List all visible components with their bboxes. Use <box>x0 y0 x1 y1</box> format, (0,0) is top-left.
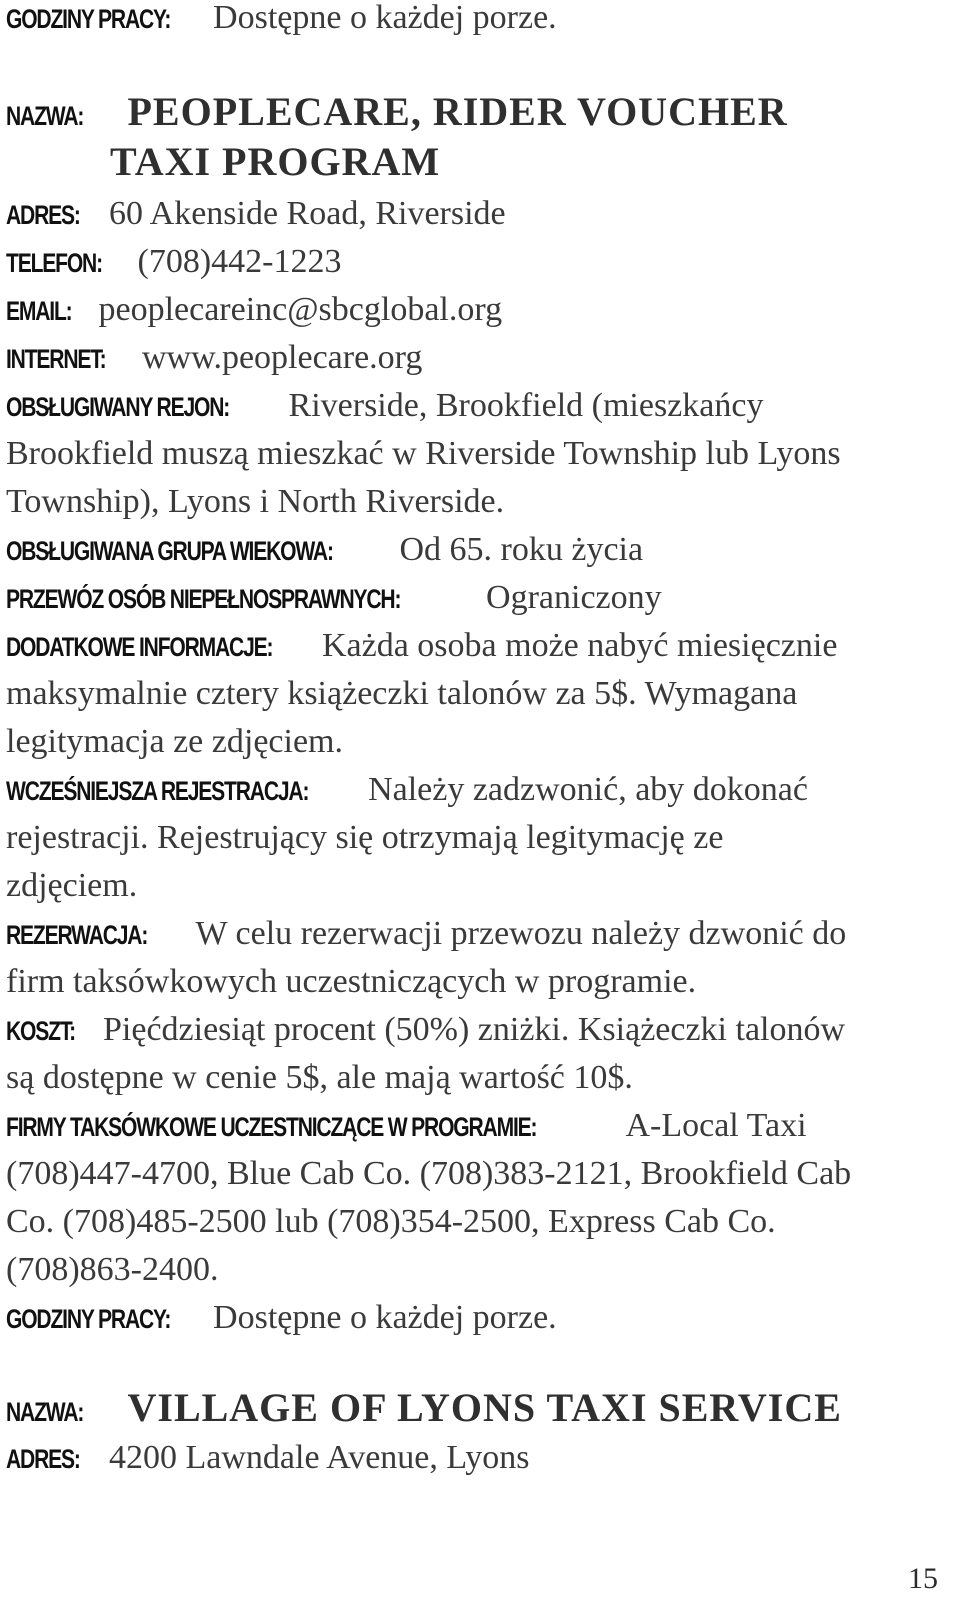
phone-label: TELEFON: <box>6 248 102 278</box>
hours-value: Dostępne o każdej porze. <box>213 0 557 36</box>
entry2-name-label: NAZWA: <box>6 1397 84 1427</box>
disabled-line <box>6 574 662 623</box>
cost-line1 <box>6 1006 845 1055</box>
internet-label: INTERNET: <box>6 344 106 374</box>
entry1-name-line2 <box>6 138 440 189</box>
email-line <box>6 286 502 335</box>
entry2-address-line <box>6 1434 530 1483</box>
prereg-label: WCZEŚNIEJSZA REJESTRACJA: <box>6 776 309 806</box>
region-line2: Brookfield muszą mieszkać w Riverside Township lub Lyons <box>6 435 841 472</box>
address-label: ADRES: <box>6 200 80 230</box>
companies-line4: (708)863-2400. <box>6 1251 219 1288</box>
phone-value: (708)442-1223 <box>137 243 342 280</box>
companies-label: FIRMY TAKSÓWKOWE UCZESTNICZĄCE W PROGRAMIE: <box>6 1112 537 1142</box>
region-value: Riverside, Brookfield (mieszkańcy <box>288 387 764 424</box>
name-label: NAZWA: <box>6 101 84 131</box>
reservation-line2: firm taksówkowych uczestniczących w programie. <box>6 963 697 1000</box>
prereg-value: Należy zadzwonić, aby dokonać <box>368 771 808 808</box>
entry1-hours-label: GODZINY PRACY: <box>6 1304 171 1334</box>
entry1-name-line1 <box>6 88 788 140</box>
extra-line2: maksymalnie cztery książeczki talonów za 5$. Wymagana <box>6 675 798 712</box>
prereg-line2: rejestracji. Rejestrujący się otrzymają legitymację ze <box>6 819 724 856</box>
entry2-name-line <box>6 1384 842 1436</box>
entry1-name-cont: TAXI PROGRAM <box>110 139 441 184</box>
companies-value: A-Local Taxi <box>625 1107 807 1144</box>
extra-line1 <box>6 622 837 671</box>
region-line3: Township), Lyons i North Riverside. <box>6 483 505 520</box>
prereg-line3: zdjęciem. <box>6 867 138 904</box>
extra-line3: legitymacja ze zdjęciem. <box>6 723 343 760</box>
region-line1 <box>6 382 763 431</box>
entry2-address-label: ADRES: <box>6 1444 80 1474</box>
email-label: EMAIL: <box>6 296 72 326</box>
page-number: 15 <box>908 1562 938 1595</box>
hours-line-top <box>6 0 557 43</box>
extra-label: DODATKOWE INFORMACJE: <box>6 632 273 662</box>
entry1-hours-line <box>6 1294 557 1343</box>
region-label: OBSŁUGIWANY REJON: <box>6 392 230 422</box>
hours-label: GODZINY PRACY: <box>6 4 171 34</box>
age-label: OBSŁUGIWANA GRUPA WIEKOWA: <box>6 536 333 566</box>
address-line <box>6 190 506 239</box>
address-value: 60 Akenside Road, Riverside <box>109 195 506 232</box>
companies-line1 <box>6 1102 807 1151</box>
prereg-line1 <box>6 766 808 815</box>
disabled-label: PRZEWÓZ OSÓB NIEPEŁNOSPRAWNYCH: <box>6 584 401 614</box>
internet-value: www.peoplecare.org <box>142 339 423 376</box>
cost-label: KOSZT: <box>6 1016 76 1046</box>
companies-line2: (708)447-4700, Blue Cab Co. (708)383-2121, Brookfield Cab <box>6 1155 852 1192</box>
email-value: peoplecareinc@sbcglobal.org <box>98 291 503 328</box>
reservation-line1 <box>6 910 846 959</box>
internet-line <box>6 334 422 383</box>
entry2-name: VILLAGE OF LYONS TAXI SERVICE <box>127 1385 842 1430</box>
age-line <box>6 526 643 575</box>
reservation-value: W celu rezerwacji przewozu należy dzwonić do <box>195 915 847 952</box>
entry2-address-value: 4200 Lawndale Avenue, Lyons <box>109 1439 530 1476</box>
age-value: Od 65. roku życia <box>399 531 644 568</box>
extra-value: Każda osoba może nabyć miesięcznie <box>321 627 838 664</box>
disabled-value: Ograniczony <box>486 579 662 616</box>
companies-line3: Co. (708)485-2500 lub (708)354-2500, Express Cab Co. <box>6 1203 776 1240</box>
cost-value: Pięćdziesiąt procent (50%) zniżki. Książeczki talonów <box>103 1011 846 1048</box>
reservation-label: REZERWACJA: <box>6 920 148 950</box>
entry1-name: PEOPLECARE, RIDER VOUCHER <box>127 89 788 134</box>
phone-line <box>6 238 341 287</box>
entry1-hours-value: Dostępne o każdej porze. <box>213 1299 557 1336</box>
cost-line2: są dostępne w cenie 5$, ale mają wartość 10$. <box>6 1059 633 1096</box>
